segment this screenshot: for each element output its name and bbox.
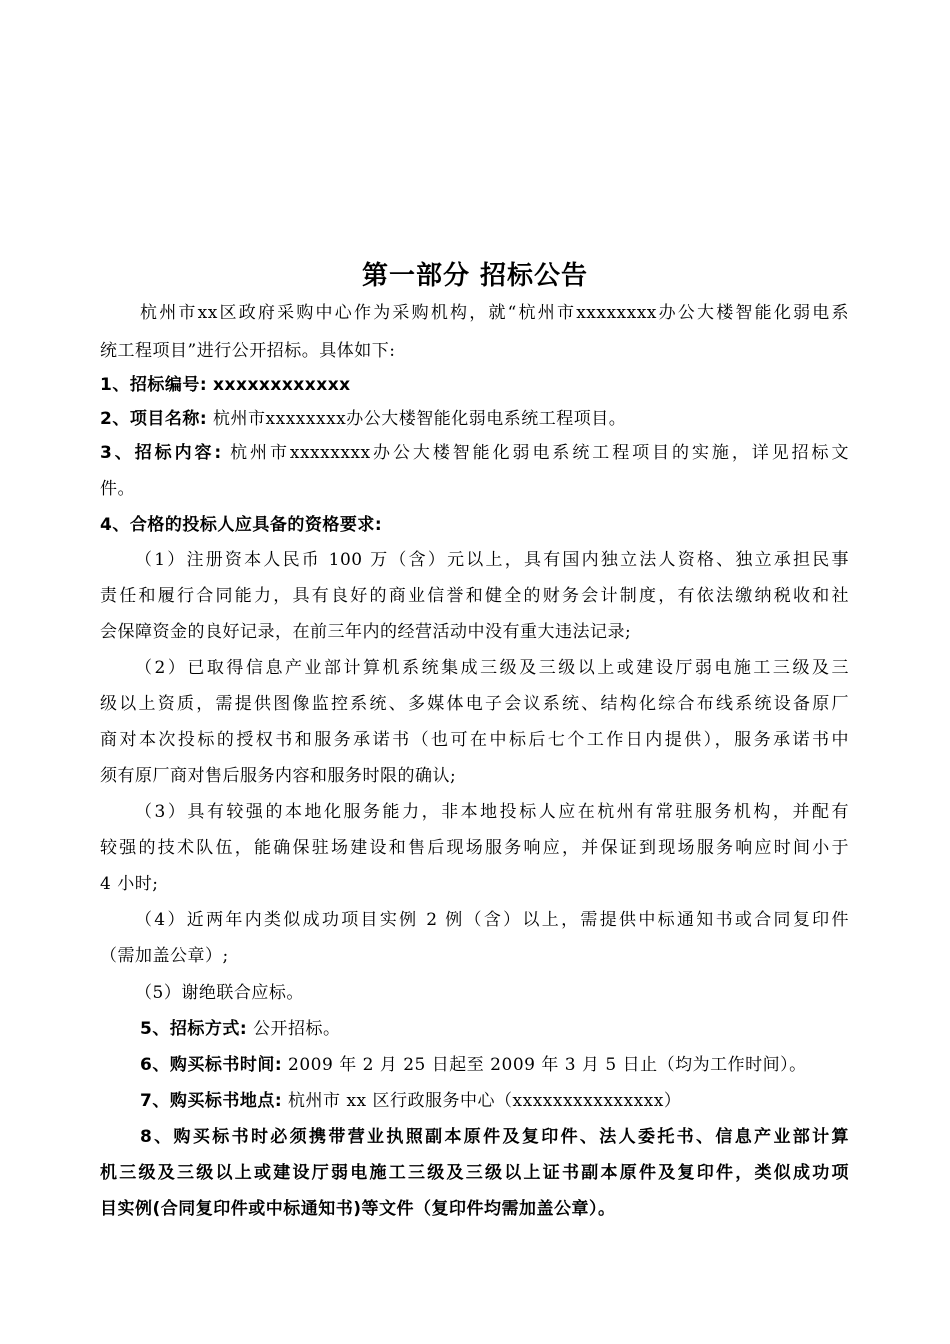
item-8-line-3: 目实例(合同复印件或中标通知书)等文件（复印件均需加盖公章）。 xyxy=(100,1199,616,1219)
req-3-line-3: 4 小时; xyxy=(100,874,159,894)
item-2-label: 2、项目名称: xyxy=(100,409,208,429)
req-2-line-4: 须有原厂商对售后服务内容和服务时限的确认; xyxy=(100,766,457,786)
req-5: （5）谢绝联合应标。 xyxy=(135,983,304,1003)
item-3-line-2: 件。 xyxy=(100,479,135,499)
item-6 xyxy=(140,1054,807,1076)
item-5-value: 公开招标。 xyxy=(253,1019,341,1039)
intro-line-1: 杭州市xx区政府采购中心作为采购机构，就“杭州市xxxxxxxx办公大楼智能化弱电系 xyxy=(140,303,849,323)
req-4-line-1: （4）近两年内类似成功项目实例 2 例（含）以上，需提供中标通知书或合同复印件 xyxy=(135,910,849,930)
item-8-line-2: 机三级及三级以上或建设厅弱电施工三级及三级以上证书副本原件及复印件，类似成功项 xyxy=(100,1163,849,1183)
intro-line-2: 统工程项目”进行公开招标。具体如下: xyxy=(100,341,396,361)
req-2-line-2: 级以上资质，需提供图像监控系统、多媒体电子会议系统、结构化综合布线系统设备原厂 xyxy=(100,694,849,714)
item-5-label: 5、招标方式: xyxy=(140,1019,248,1039)
item-2-value: 杭州市xxxxxxxx办公大楼智能化弱电系统工程项目。 xyxy=(213,409,627,429)
item-6-value: 2009 年 2 月 25 日起至 2009 年 3 月 5 日止（均为工作时间）。 xyxy=(288,1055,807,1075)
item-3-label: 3、招标内容: xyxy=(100,443,222,463)
item-3-line-1 xyxy=(100,442,849,464)
req-1-line-3: 会保障资金的良好记录，在前三年内的经营活动中没有重大违法记录; xyxy=(100,622,632,642)
item-7 xyxy=(140,1090,681,1112)
req-1-line-2: 责任和履行合同能力，具有良好的商业信誉和健全的财务会计制度，有依法缴纳税收和社 xyxy=(100,586,849,606)
item-1-label: 1、招标编号: xyxy=(100,375,208,395)
item-5 xyxy=(140,1018,341,1040)
item-6-label: 6、购买标书时间: xyxy=(140,1055,283,1075)
item-4-label: 4、合格的投标人应具备的资格要求: xyxy=(100,515,383,535)
item-7-value: 杭州市 xx 区行政服务中心（xxxxxxxxxxxxxxx） xyxy=(288,1091,682,1111)
req-2-line-1: （2）已取得信息产业部计算机系统集成三级及三级以上或建设厅弱电施工三级及三 xyxy=(135,658,849,678)
req-2-line-3: 商对本次投标的授权书和服务承诺书（也可在中标后七个工作日内提供），服务承诺书中 xyxy=(100,730,849,750)
item-8-line-1: 8、购买标书时必须携带营业执照副本原件及复印件、法人委托书、信息产业部计算 xyxy=(140,1127,849,1147)
item-1 xyxy=(100,374,351,396)
item-1-value: xxxxxxxxxxxx xyxy=(213,375,351,395)
item-7-label: 7、购买标书地点: xyxy=(140,1091,283,1111)
item-2 xyxy=(100,408,626,430)
item-3-value-1: 杭州市xxxxxxxx办公大楼智能化弱电系统工程项目的实施，详见招标文 xyxy=(230,443,849,463)
req-3-line-1: （3）具有较强的本地化服务能力，非本地投标人应在杭州有常驻服务机构，并配有 xyxy=(135,802,849,822)
req-1-line-1: （1）注册资本人民币 100 万（含）元以上，具有国内独立法人资格、独立承担民事 xyxy=(135,550,849,570)
page-title: 第一部分 招标公告 xyxy=(361,261,589,291)
req-4-line-2: （需加盖公章）; xyxy=(100,946,229,966)
req-3-line-2: 较强的技术队伍，能确保驻场建设和售后现场服务响应，并保证到现场服务响应时间小于 xyxy=(100,838,849,858)
